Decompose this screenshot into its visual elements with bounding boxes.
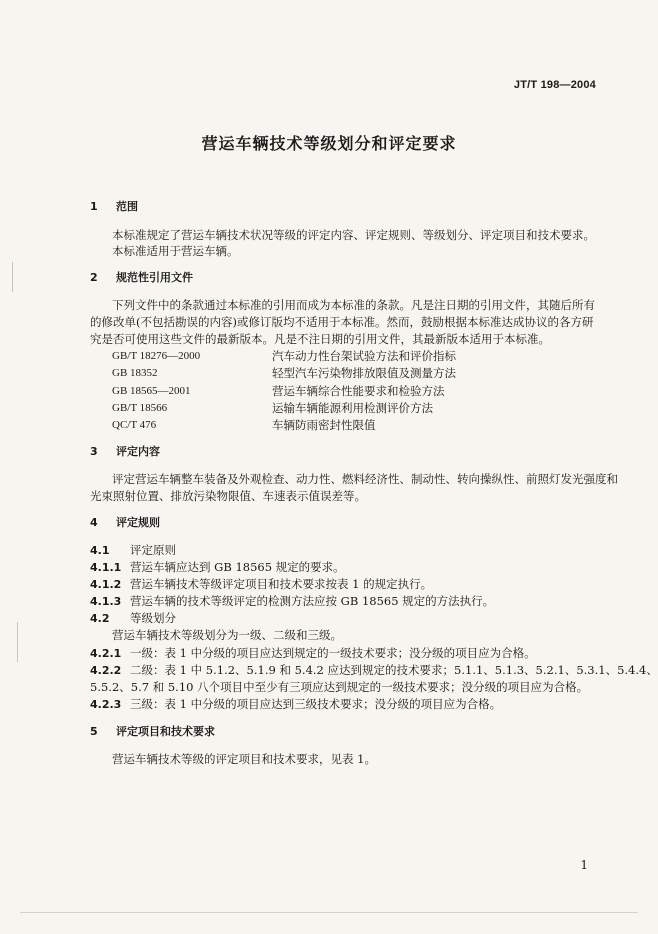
section-number: 5 — [90, 725, 98, 738]
clause-text: 营运车辆应达到 GB 18565 规定的要求。 — [130, 560, 345, 574]
clause-number: 4.2.1 — [90, 647, 122, 660]
section-3-heading — [90, 444, 160, 460]
section-2-heading — [90, 270, 193, 286]
section-title: 范围 — [116, 200, 138, 213]
reference-code: GB/T 18566 — [112, 402, 168, 414]
section-2-paragraph-line-2: 的修改单(不包括勘误的内容)或修订版均不适用于本标准。然而，鼓励根据本标准达成协议的各方研 — [90, 315, 594, 329]
clause-4-1-2 — [90, 576, 432, 593]
reference-code: GB/T 18276—2000 — [112, 350, 201, 362]
reference-code: QC/T 476 — [112, 419, 157, 431]
clause-4-1 — [90, 542, 176, 559]
clause-4-2-2 — [90, 662, 658, 679]
document-title: 营运车辆技术等级划分和评定要求 — [201, 134, 457, 153]
reference-title: 汽车动力性台架试验方法和评价指标 — [272, 349, 456, 363]
section-5-heading — [90, 724, 215, 740]
section-title: 评定规则 — [116, 516, 160, 529]
reference-title: 营运车辆综合性能要求和检验方法 — [272, 384, 445, 398]
section-4-heading — [90, 515, 160, 531]
clause-number: 4.1.2 — [90, 578, 122, 591]
binding-mark — [17, 622, 18, 662]
clause-text: 一级：表 1 中分级的项目应达到规定的一级技术要求；没分级的项目应为合格。 — [130, 646, 536, 660]
section-1-heading — [90, 199, 138, 215]
clause-number: 4.1.3 — [90, 595, 122, 608]
section-2-paragraph-line-3: 究是否可使用这些文件的最新版本。凡是不注日期的引用文件，其最新版本适用于本标准。 — [90, 332, 550, 346]
clause-number: 4.2.3 — [90, 698, 122, 711]
reference-title: 轻型汽车污染物排放限值及测量方法 — [272, 366, 456, 380]
section-title: 评定项目和技术要求 — [116, 725, 215, 738]
reference-title: 车辆防雨密封性限值 — [272, 418, 376, 432]
clause-number: 4.2 — [90, 612, 110, 625]
standard-code: JT/T 198—2004 — [513, 79, 596, 91]
section-1-paragraph-2: 本标准适用于营运车辆。 — [112, 244, 239, 258]
clause-4-2-paragraph: 营运车辆技术等级划分为一级、二级和三级。 — [112, 628, 342, 642]
page-number: 1 — [580, 858, 588, 872]
clause-text: 营运车辆的技术等级评定的检测方法应按 GB 18565 规定的方法执行。 — [130, 594, 495, 608]
clause-text: 等级划分 — [130, 611, 176, 625]
clause-text: 三级：表 1 中分级的项目应达到三级技术要求；没分级的项目应为合格。 — [130, 697, 502, 711]
clause-number: 4.1 — [90, 544, 110, 557]
section-5-paragraph: 营运车辆技术等级的评定项目和技术要求，见表 1。 — [112, 752, 376, 766]
clause-number: 4.1.1 — [90, 561, 122, 574]
clause-4-2-2-continuation: 5.5.2、5.7 和 5.10 八个项目中至少有三项应达到规定的一级技术要求；没分级的项目应为合格。 — [90, 680, 589, 694]
section-3-paragraph-line-2: 光束照射位置、排放污染物限值、车速表示值误差等。 — [90, 489, 366, 503]
clause-4-1-3 — [90, 593, 494, 610]
section-title: 评定内容 — [116, 445, 160, 458]
binding-mark — [12, 262, 13, 292]
clause-text: 营运车辆技术等级评定项目和技术要求按表 1 的规定执行。 — [130, 577, 433, 591]
reference-code: GB 18352 — [112, 367, 158, 379]
section-number: 3 — [90, 445, 98, 458]
section-number: 1 — [90, 200, 98, 213]
clause-4-2-1 — [90, 645, 536, 662]
reference-title: 运输车辆能源利用检测评价方法 — [272, 401, 433, 415]
reference-code: GB 18565—2001 — [112, 385, 191, 397]
clause-number: 4.2.2 — [90, 664, 122, 677]
section-3-paragraph-line-1: 评定营运车辆整车装备及外观检查、动力性、燃料经济性、制动性、转向操纵性、前照灯发光强度和 — [112, 472, 618, 486]
section-number: 4 — [90, 516, 98, 529]
clause-4-1-1 — [90, 559, 345, 576]
section-2-paragraph-line-1: 下列文件中的条款通过本标准的引用而成为本标准的条款。凡是注日期的引用文件，其随后所有 — [112, 298, 595, 312]
clause-4-2-3 — [90, 696, 501, 713]
clause-text: 评定原则 — [130, 543, 176, 557]
section-1-paragraph-1: 本标准规定了营运车辆技术状况等级的评定内容、评定规则、等级划分、评定项目和技术要求。 — [112, 228, 595, 242]
clause-text: 二级：表 1 中 5.1.2、5.1.9 和 5.4.2 应达到规定的技术要求；5.1.1、5.1.3、5.2.1、5.3.1、5.4.4、 — [130, 663, 658, 677]
scan-edge-line — [20, 912, 638, 913]
section-number: 2 — [90, 271, 98, 284]
clause-4-2 — [90, 610, 176, 627]
section-title: 规范性引用文件 — [116, 271, 193, 284]
